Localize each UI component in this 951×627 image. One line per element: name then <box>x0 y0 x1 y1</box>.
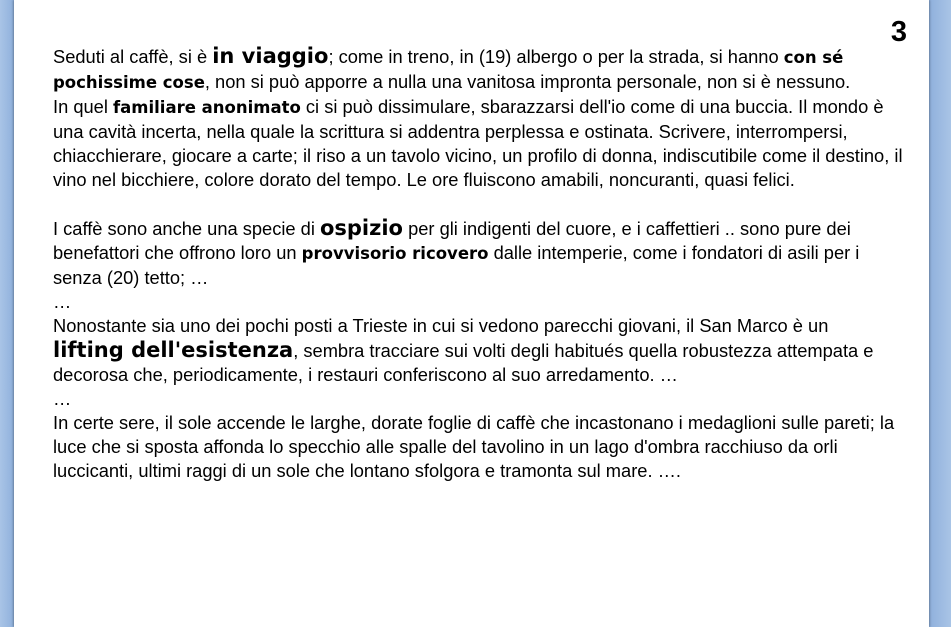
document-page <box>14 0 929 627</box>
emphasis-text: ospizio <box>319 216 403 240</box>
emphasis-text: con sé pochissime cose <box>53 48 844 92</box>
emphasis-text: lifting dell'esistenza <box>53 338 294 362</box>
text-run: I caffè sono anche una specie di <box>53 218 320 239</box>
text-run: ; come in treno, in (19) albergo o per la strada, si hanno <box>328 46 784 67</box>
text-run: , non si può apporre a nulla una vanitosa impronta personale, non si è nessuno. <box>204 71 851 92</box>
text-run: Nonostante sia uno dei pochi posti a Trieste in cui si vedono parecchi giovani, il San Marco è un <box>53 315 829 336</box>
text-run: , sembra tracciare sui volti degli habitués quella robustezza attempata e decorosa che, periodicamente, i restauri conferiscono al suo arredamento. … <box>53 340 874 385</box>
document-body <box>53 44 903 483</box>
text-run: ci si può dissimulare, sbarazzarsi dell'io come di una buccia. Il mondo è una cavità incerta, nella quale la scrittura si addentra perplessa e ostinata. Scrivere, interrompersi, chiacchierare, giocare a carte; il riso a un tavolo vicino, un profilo di donna, indiscutibile come il destino, il vino nel bicchiere, colore dorato del tempo. Le ore fluiscono amabili, noncuranti, quasi felici. <box>53 96 903 190</box>
page-number: 3 <box>890 16 907 48</box>
text-run: per gli indigenti del cuore, e i caffettieri .. sono pure dei benefattori che offrono loro un <box>53 218 851 263</box>
emphasis-text: familiare anonimato <box>112 98 301 117</box>
paragraph-3 <box>53 216 903 290</box>
paragraph-2 <box>53 95 903 192</box>
text-run: dalle intemperie, come i fondatori di asili per i senza (20) tetto; … <box>53 242 860 288</box>
paragraph-5: In certe sere, il sole accende le larghe, dorate foglie di caffè che incastonano i medaglioni sulle pareti; la luce che si sposta affonda lo specchio alle spalle del tavolino in un lago d'ombra racchiuso da orli luccicanti, ultimi raggi di un sole che lontano sfolgora e tramonta sul mare. …. <box>53 412 895 481</box>
paragraph-1 <box>53 44 903 95</box>
ellipsis-line: … <box>53 388 72 409</box>
ellipsis-line: … <box>53 291 72 312</box>
paragraph-spacer <box>53 192 903 216</box>
paragraph-4 <box>53 314 903 387</box>
emphasis-text: provvisorio ricovero <box>301 244 489 263</box>
text-run: In quel <box>53 96 113 117</box>
text-run: Seduti al caffè, si è <box>53 46 213 67</box>
emphasis-text: in viaggio <box>212 44 329 68</box>
